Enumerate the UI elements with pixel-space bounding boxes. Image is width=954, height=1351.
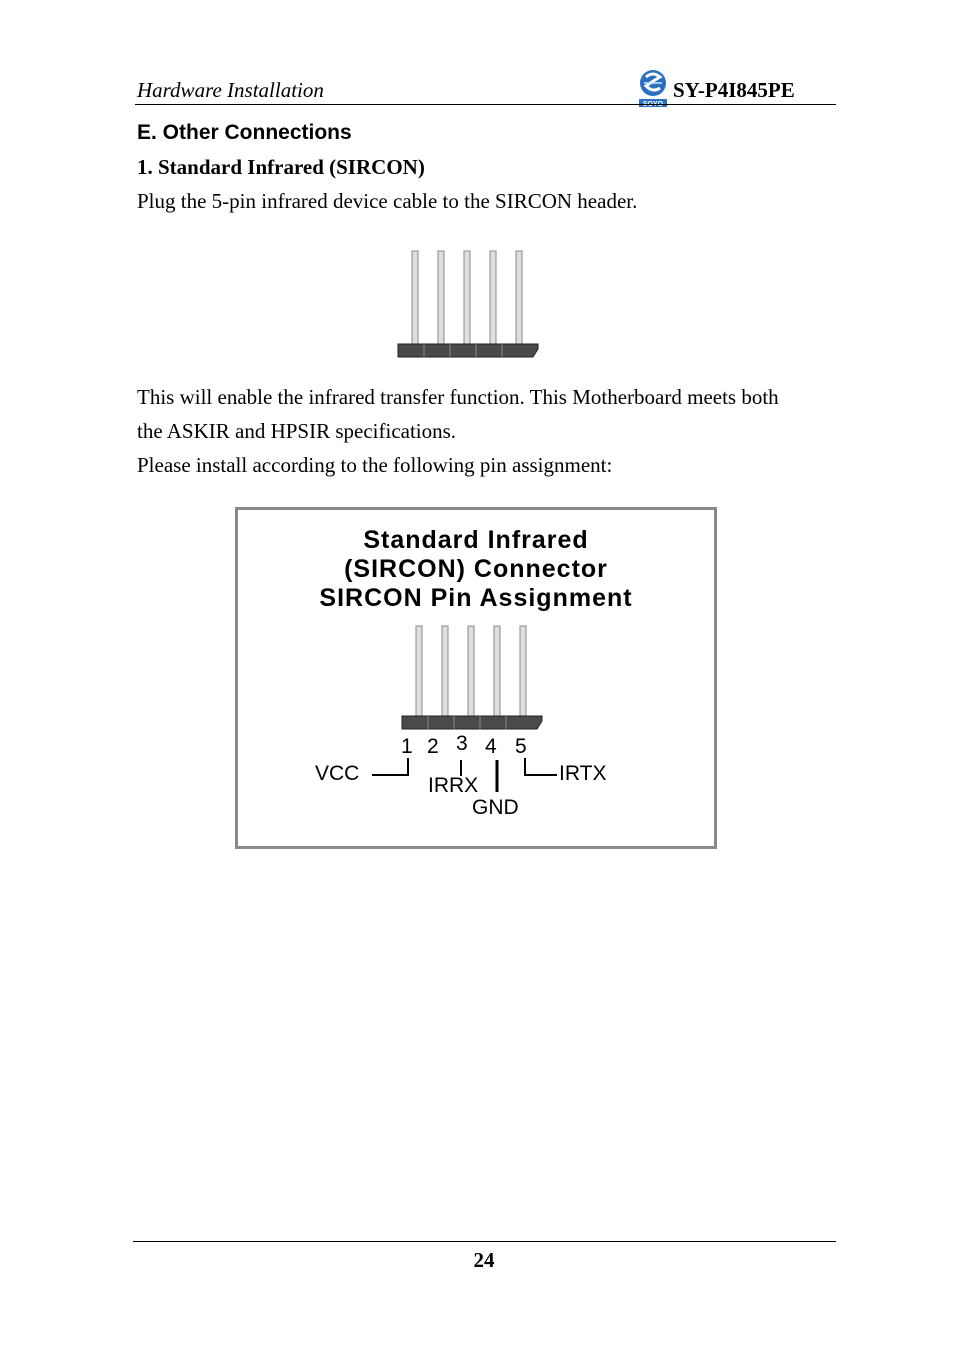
pin-number-1: 1 xyxy=(401,735,413,758)
signal-gnd: GND xyxy=(472,796,519,819)
page-number: 24 xyxy=(473,1248,495,1272)
pin-header-illustration xyxy=(398,251,538,357)
subsection-heading: 1. Standard Infrared (SIRCON) xyxy=(137,155,425,179)
signal-irtx: IRTX xyxy=(559,762,607,785)
sircon-header-figure xyxy=(395,245,541,361)
body-paragraph-line-1: This will enable the infrared transfer function. This Motherboard meets both xyxy=(137,385,779,409)
section-heading: E. Other Connections xyxy=(137,121,352,144)
diagram-title-line-1: Standard Infrared xyxy=(363,526,589,554)
signal-vcc: VCC xyxy=(315,762,360,785)
footer-rule xyxy=(133,1241,836,1242)
signal-irrx: IRRX xyxy=(428,774,479,797)
pin-number-3: 3 xyxy=(456,732,468,755)
pin-assignment-diagram xyxy=(235,507,717,849)
pin-number-4: 4 xyxy=(485,735,497,758)
intro-paragraph: Plug the 5-pin infrared device cable to the SIRCON header. xyxy=(137,189,638,213)
pin-number-2: 2 xyxy=(427,735,439,758)
diagram-title-line-3: SIRCON Pin Assignment xyxy=(319,584,633,612)
pin-assignment-intro: Please install according to the following pin assignment: xyxy=(137,453,613,477)
running-header-section: Hardware Installation xyxy=(137,78,324,102)
soyo-logo xyxy=(636,68,670,108)
header-rule xyxy=(135,104,836,105)
body-paragraph-line-2: the ASKIR and HPSIR specifications. xyxy=(137,419,457,443)
pin-number-5: 5 xyxy=(515,735,527,758)
running-header-model: SY-P4I845PE xyxy=(673,78,795,102)
diagram-title-line-2: (SIRCON) Connector xyxy=(344,555,608,583)
